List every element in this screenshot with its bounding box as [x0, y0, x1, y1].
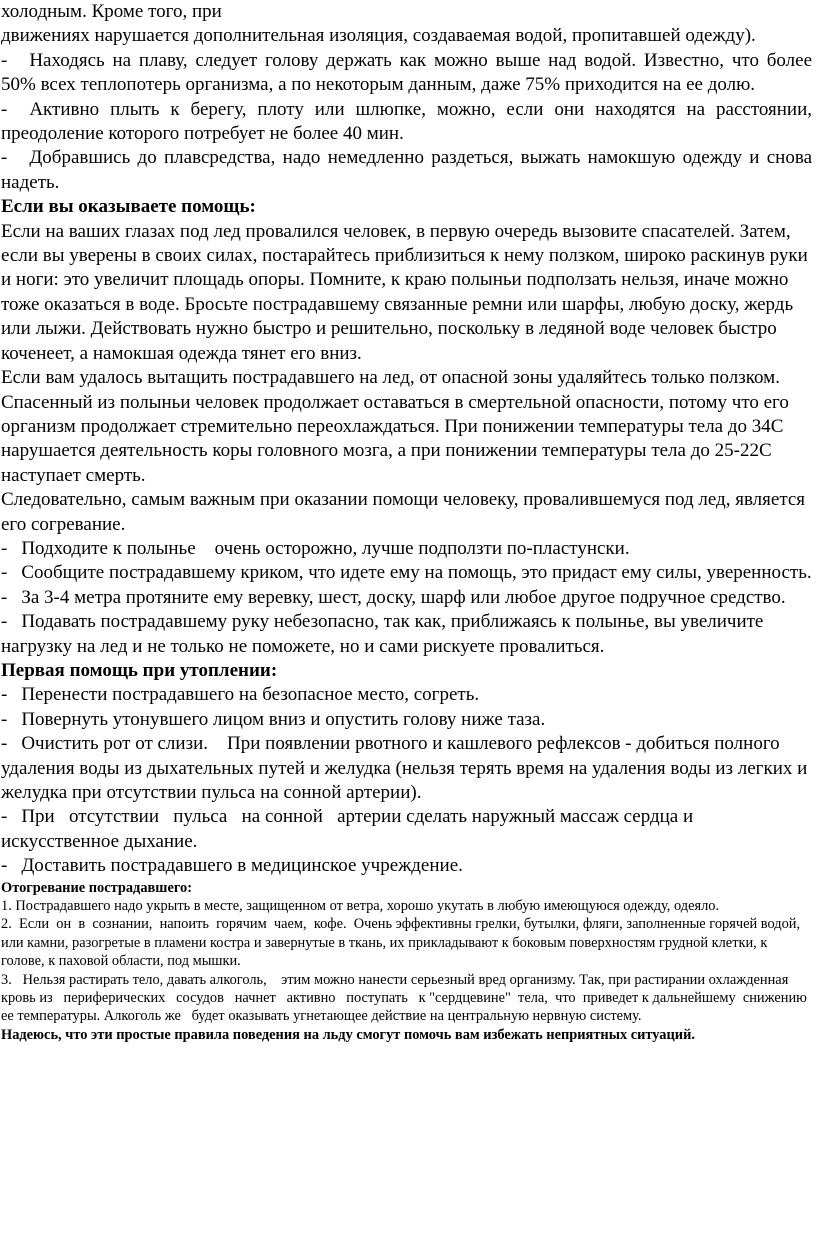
drowning-list [1, 683, 812, 878]
heading-warming: Отогревание пострадавшего: [1, 879, 192, 896]
intro-line-1: холодным. Кроме того, при [1, 1, 222, 22]
heading-help: Если вы оказываете помощь: [1, 196, 256, 218]
self-rescue-list [1, 49, 812, 195]
list-item: - Перенести пострадавшего на безопасное место, согреть. [1, 684, 480, 706]
closing-note: Надеюсь, что эти простые правила поведения на льду смогут помочь вам избежать неприятных ситуаций. [1, 1026, 695, 1043]
paragraph: Если на ваших глазах под лед провалился человек, в первую очередь вызовите спасателей. Затем, если вы уверены в своих силах, постарайтесь приблизиться к нему ползком, широко раскинув руки и ноги: это увеличит площадь опоры. Помните, к краю полыньи подползать нельзя, иначе можно тоже оказаться в воде. Бросьте пострадавшему связанные ремни или шарфы, любую доску, жердь или лыжи. Действовать нужно быстро и решительно, поскольку в ледяной воде человек быстро коченеет, а намокшая одежда тянет его вниз. [1, 220, 808, 364]
list-item: - Повернуть утонувшего лицом вниз и опустить голову ниже таза. [1, 708, 546, 730]
paragraph: Спасенный из полыньи человек продолжает оставаться в смертельной опасности, потому что его организм продолжает стремительно переохлаждаться. При понижении температуры тела до 34С нарушается деятельность коры головного мозга, а при понижении температуры тела до 25-22С наступает смерть. [1, 391, 789, 486]
list-item: 1. Пострадавшего надо укрыть в месте, защищенном от ветра, хорошо укутать в любую имеющуюся одежду, одеяло. [1, 898, 720, 915]
help-list [1, 537, 812, 659]
list-item: - Добравшись до плавсредства, надо немедленно раздеться, выжать намокшую одежду и снова надеть. [1, 147, 812, 193]
list-item: - Активно плыть к берегу, плоту или шлюпке, можно, если они находятся на расстоянии, преодоление которого потребует не более 40 мин. [1, 98, 812, 145]
list-item: - Доставить пострадавшего в медицинское учреждение. [1, 855, 463, 877]
list-item: - Сообщите пострадавшему криком, что идете ему на помощь, это придаст ему силы, уверенность. [1, 562, 812, 584]
intro-line-2: движениях нарушается дополнительная изоляция, создаваемая водой, пропитавшей одежду). [1, 25, 756, 47]
paragraph: Если вам удалось вытащить пострадавшего на лед, от опасной зоны удаляйтесь только ползком. [1, 367, 780, 389]
paragraph: Следовательно, самым важным при оказании помощи человеку, провалившемуся под лед, является его согревание. [1, 489, 806, 535]
list-item: - За 3-4 метра протяните ему веревку, шест, доску, шарф или любое другое подручное средство. [1, 586, 786, 608]
list-item: - Находясь на плаву, следует голову держать как можно выше над водой. Известно, что более 50% всех теплопотерь организма, а по некоторым данным, даже 75% приходится на ее долю. [1, 49, 812, 96]
list-item: - При отсутствии пульса на сонной артерии сделать наружный массаж сердца и искусственное дыхание. [1, 806, 698, 852]
heading-drowning: Первая помощь при утоплении: [1, 659, 278, 681]
list-item: 2. Если он в сознании, напоить горячим чаем, кофе. Очень эффективны грелки, бутылки, фляги, заполненные горячей водой, или камни, разогретые в пламени костра и завернутые в ткань, их прикладывают к боковым поверхностям грудной клетки, к голове, к паховой области, под мышки. [1, 916, 804, 970]
help-paragraphs [1, 220, 812, 537]
warming-list [1, 897, 815, 1026]
list-item: - Подавать пострадавшему руку небезопасно, так как, приближаясь к полынье, вы увеличите нагрузку на лед и не только не поможете, но и сами рискуете провалиться. [1, 611, 764, 657]
list-item: - Очистить рот от слизи. При появлении рвотного и кашлевого рефлексов - добиться полного удаления воды из дыхательных путей и желудка (нельзя терять время на удаления воды из легких и желудка при отсутствии пульса на сонной артерии). [1, 733, 813, 803]
list-item: 3. Нельзя растирать тело, давать алкоголь, этим можно нанести серьезный вред организму. Так, при растирании охлажденная кровь из периферических сосудов начнет активно поступать к "сердцевине" тела, что приведет к дальнейшему снижению ее температуры. Алкоголь же будет оказывать угнетающее действие на центральную нервную систему. [1, 971, 815, 1025]
intro-block [1, 0, 812, 49]
list-item: - Подходите к полынье очень осторожно, лучше подползти по-пластунски. [1, 537, 630, 559]
